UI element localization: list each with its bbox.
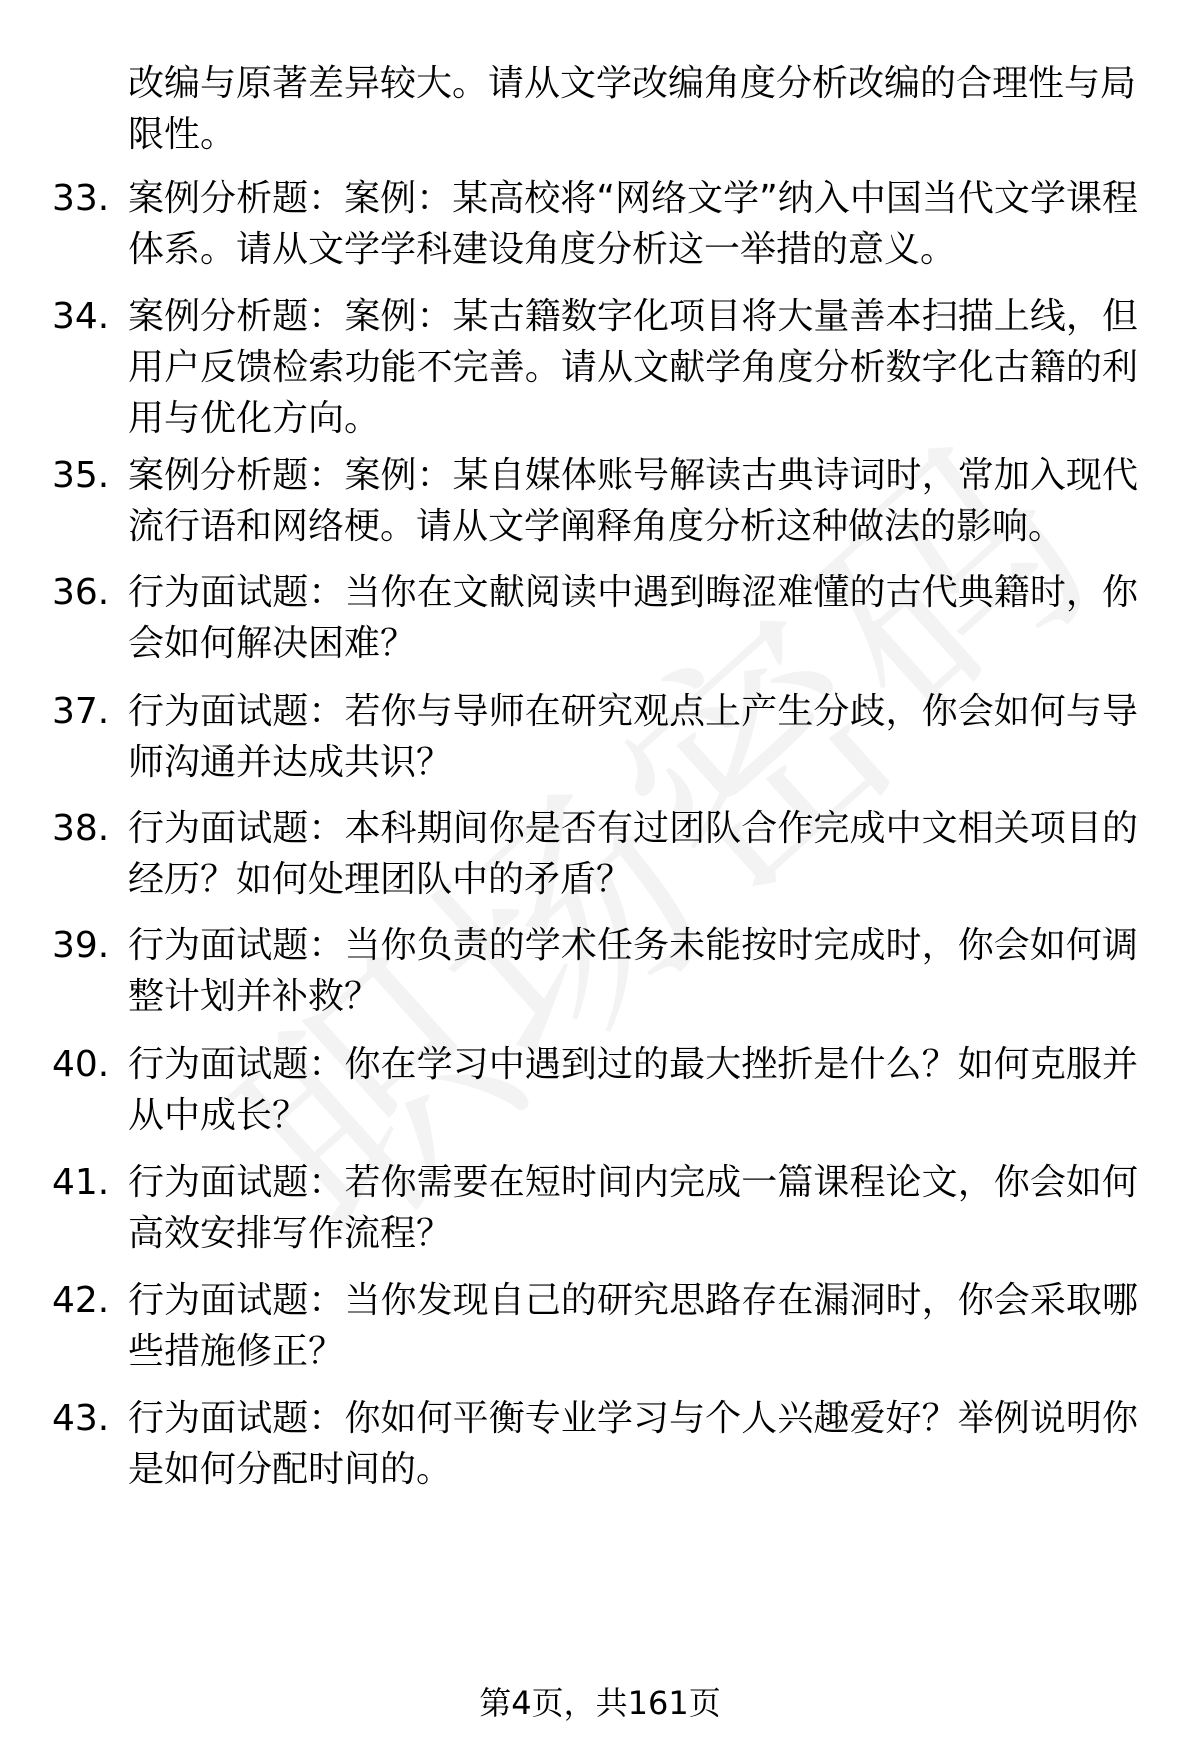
question-text: 行为面试题：当你在文献阅读中遇到晦涩难懂的古代典籍时，你会如何解决困难？ [128, 572, 1138, 664]
question-number: 33. [52, 178, 110, 219]
question-number: 35. [52, 455, 110, 496]
question-item [52, 1157, 1142, 1259]
question-text: 行为面试题：当你发现自己的研究思路存在漏洞时，你会采取哪些措施修正？ [128, 1280, 1138, 1372]
question-item [52, 920, 1142, 1022]
question-text: 行为面试题：你如何平衡专业学习与个人兴趣爱好？举例说明你是如何分配时间的。 [128, 1398, 1138, 1490]
question-text: 案例分析题：案例：某自媒体账号解读古典诗词时，常加入现代流行语和网络梗。请从文学阐释角度分析这种做法的影响。 [128, 455, 1138, 547]
question-item [52, 1275, 1142, 1377]
question-item [52, 803, 1142, 905]
question-number: 36. [52, 572, 110, 613]
question-number: 40. [52, 1044, 110, 1085]
page-number-label: 第4页，共161页 [479, 1684, 721, 1722]
question-text: 行为面试题：若你与导师在研究观点上产生分歧，你会如何与导师沟通并达成共识？ [128, 691, 1138, 783]
question-number: 34. [52, 296, 110, 337]
question-text: 行为面试题：若你需要在短时间内完成一篇课程论文，你会如何高效安排写作流程？ [128, 1162, 1138, 1254]
question-item [52, 1039, 1142, 1141]
continuation-text: 改编与原著差异较大。请从文学改编角度分析改编的合理性与局限性。 [128, 63, 1137, 155]
question-number: 38. [52, 808, 110, 849]
question-item [52, 450, 1142, 552]
question-number: 37. [52, 691, 110, 732]
question-text: 案例分析题：案例：某古籍数字化项目将大量善本扫描上线，但用户反馈检索功能不完善。请从文献学角度分析数字化古籍的利用与优化方向。 [128, 296, 1138, 439]
question-item [52, 686, 1142, 788]
question-item [52, 291, 1142, 444]
question-item [52, 567, 1142, 669]
question-text: 行为面试题：当你负责的学术任务未能按时完成时，你会如何调整计划并补救？ [128, 925, 1138, 1017]
question-number: 43. [52, 1398, 110, 1439]
question-number: 42. [52, 1280, 110, 1321]
question-number: 39. [52, 925, 110, 966]
question-item [52, 173, 1142, 275]
question-text: 行为面试题：本科期间你是否有过团队合作完成中文相关项目的经历？如何处理团队中的矛盾？ [128, 808, 1138, 900]
question-number: 41. [52, 1162, 110, 1203]
question-item [52, 1393, 1142, 1495]
question-text: 案例分析题：案例：某高校将“网络文学”纳入中国当代文学课程体系。请从文学学科建设角度分析这一举措的意义。 [128, 178, 1138, 270]
page-footer [0, 1683, 1200, 1723]
question-text: 行为面试题：你在学习中遇到过的最大挫折是什么？如何克服并从中成长？ [128, 1044, 1138, 1136]
